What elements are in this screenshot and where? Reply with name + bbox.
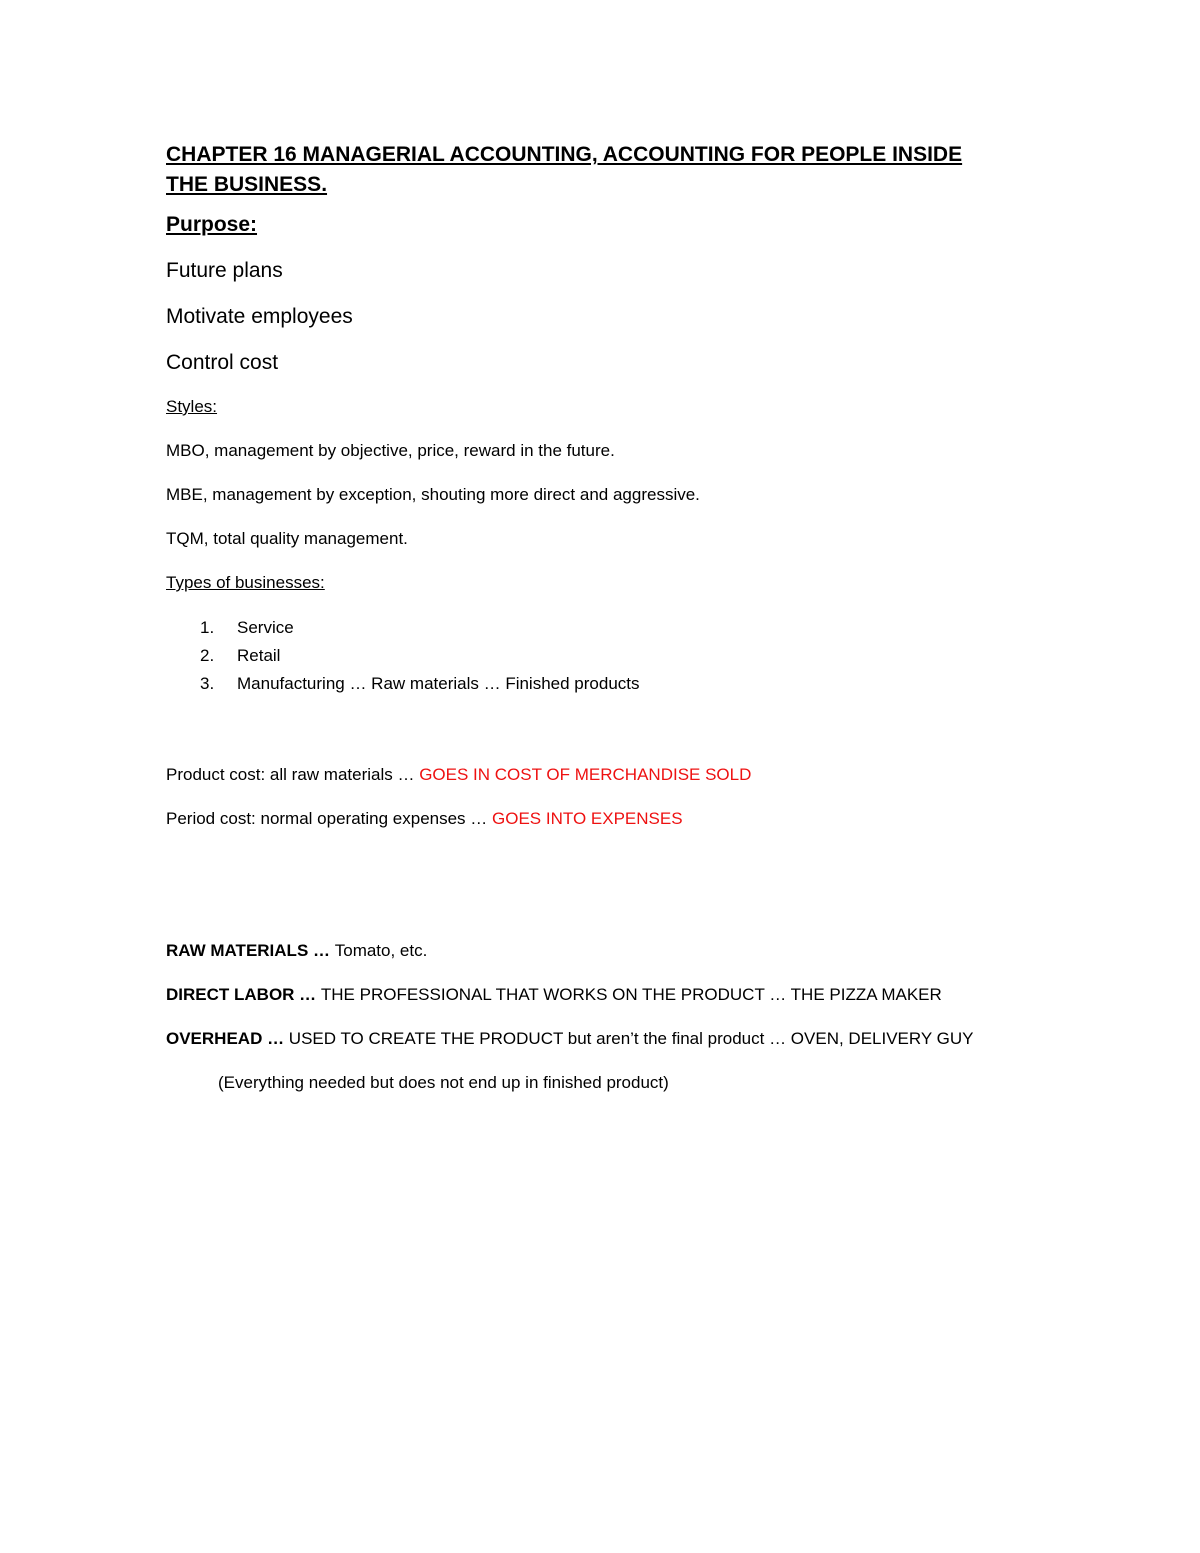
purpose-heading: Purpose: <box>166 213 258 236</box>
section-spacer <box>166 850 1066 938</box>
types-heading: Types of businesses: <box>166 573 325 592</box>
raw-materials-line <box>166 938 1066 964</box>
page-title: CHAPTER 16 MANAGERIAL ACCOUNTING, ACCOUNTING FOR PEOPLE INSIDE THE BUSINESS. <box>166 143 963 196</box>
period-cost-text: Period cost: normal operating expenses … <box>166 809 493 828</box>
raw-materials-label: RAW MATERIALS … <box>166 941 335 960</box>
overhead-note: (Everything needed but does not end up in finished product) <box>218 1073 669 1092</box>
list-item-text: Retail <box>237 646 281 665</box>
styles-heading: Styles: <box>166 397 218 416</box>
overhead-label: OVERHEAD … <box>166 1029 289 1048</box>
purpose-item-motivate-employees: Motivate employees <box>166 305 353 328</box>
document-content <box>166 140 1066 1114</box>
direct-labor-label: DIRECT LABOR … <box>166 985 321 1004</box>
list-item-number: 2. <box>200 646 215 665</box>
types-list <box>166 614 1066 698</box>
list-item <box>166 614 1066 642</box>
styles-item-mbe: MBE, management by exception, shouting more direct and aggressive. <box>166 485 700 504</box>
list-item-text: Service <box>237 618 294 637</box>
styles-item-tqm: TQM, total quality management. <box>166 529 408 548</box>
raw-materials-text: Tomato, etc. <box>334 941 428 960</box>
product-cost-line <box>166 762 1066 788</box>
direct-labor-line <box>166 982 1066 1008</box>
period-cost-line <box>166 806 1066 832</box>
purpose-item-future-plans: Future plans <box>166 259 283 282</box>
product-cost-highlight: GOES IN COST OF MERCHANDISE SOLD <box>419 765 752 784</box>
list-item-text: Manufacturing … Raw materials … Finished products <box>237 674 640 693</box>
list-item <box>166 642 1066 670</box>
list-item <box>166 670 1066 698</box>
direct-labor-text: THE PROFESSIONAL THAT WORKS ON THE PRODUCT … THE PIZZA MAKER <box>320 985 942 1004</box>
product-cost-text: Product cost: all raw materials … <box>166 765 420 784</box>
styles-item-mbo: MBO, management by objective, price, reward in the future. <box>166 441 615 460</box>
list-item-number: 3. <box>200 674 215 693</box>
purpose-item-control-cost: Control cost <box>166 351 279 374</box>
list-item-number: 1. <box>200 618 215 637</box>
overhead-line <box>166 1026 1066 1052</box>
period-cost-highlight: GOES INTO EXPENSES <box>492 809 683 828</box>
overhead-text: USED TO CREATE THE PRODUCT but aren’t the final product … OVEN, DELIVERY GUY <box>288 1029 974 1048</box>
